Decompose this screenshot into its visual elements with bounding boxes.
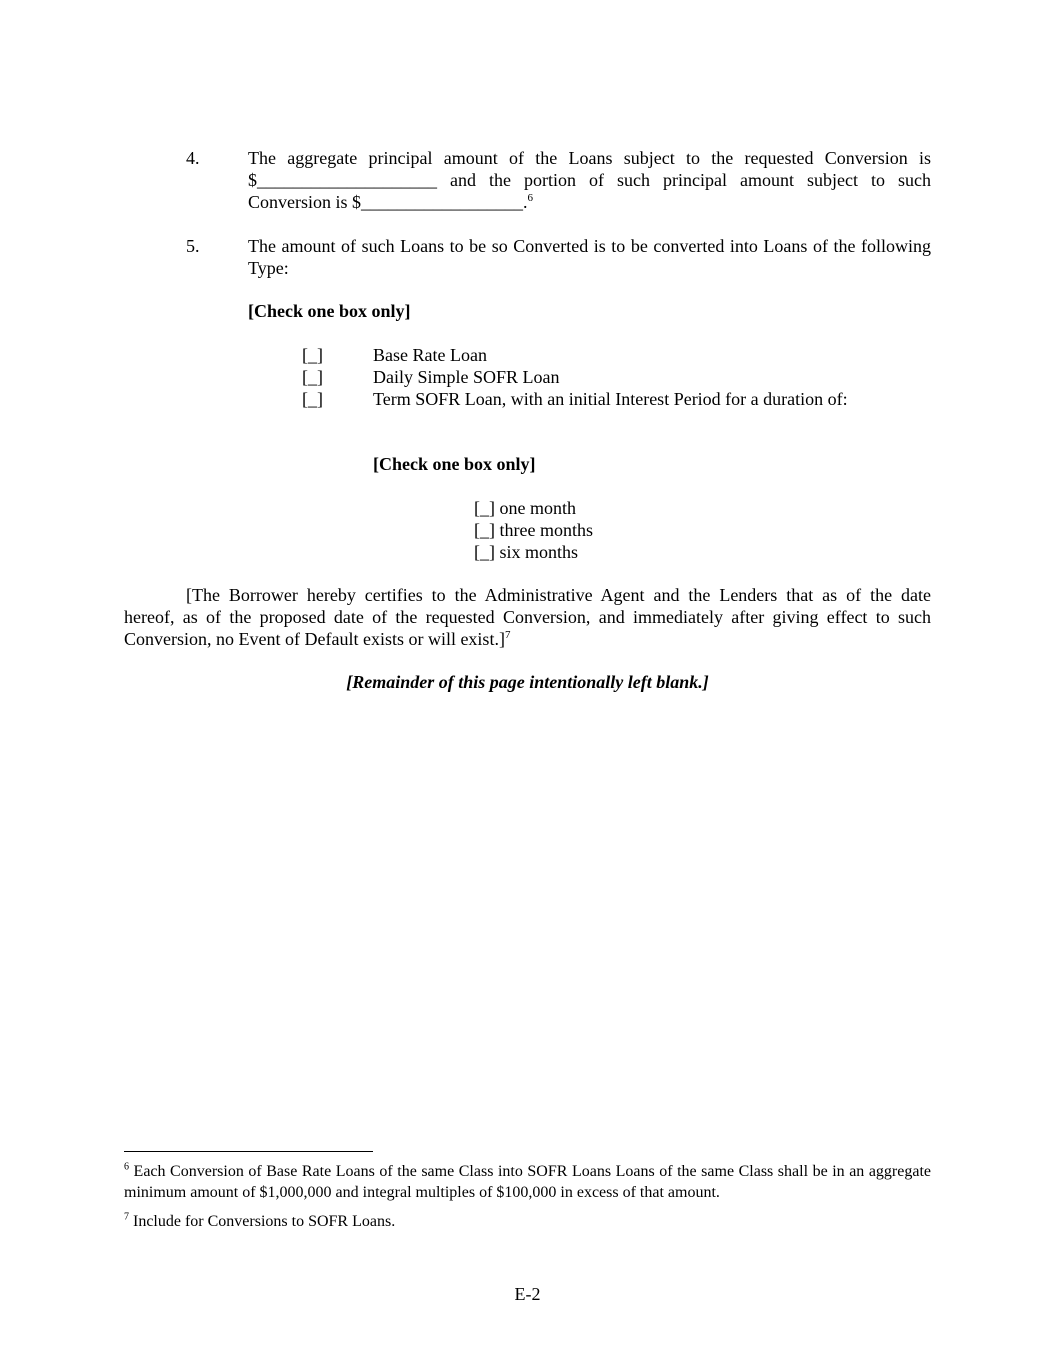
- item-4-line-2-text: and the portion of such principal amount subject to such: [437, 170, 931, 190]
- check-one-box-instruction-1: [Check one box only]: [248, 301, 411, 321]
- footnote-6: [124, 1161, 931, 1203]
- item-5-line-1: The amount of such Loans to be so Converted is to be converted into Loans of the following: [248, 236, 931, 256]
- item-4-line-1-text: The aggregate principal amount of the Loans subject to the requested Conversion is: [248, 148, 931, 168]
- remainder-blank-note: [Remainder of this page intentionally left blank.]: [346, 672, 709, 692]
- certification-line-3-text: Conversion, no Event of Default exists or will exist.]: [124, 629, 505, 649]
- duration-checkbox-one-month[interactable]: [_]: [474, 498, 495, 518]
- principal-amount-blank[interactable]: $____________________: [248, 170, 437, 190]
- duration-option-one-month[interactable]: [474, 497, 576, 519]
- footnote-separator: [124, 1151, 373, 1152]
- footnote-7: [124, 1211, 931, 1232]
- certification-line-1: [The Borrower hereby certifies to the Administrative Agent and the Lenders that as of the date: [186, 585, 931, 605]
- item-5-body: [248, 235, 931, 279]
- loan-type-label-base-rate: Base Rate Loan: [373, 345, 487, 365]
- footnote-6-text: Each Conversion of Base Rate Loans of the same Class into SOFR Loans Loans of the same Class shall be in an aggregate minimum amount of $1,000,000 and integral multiples of $100,000 in excess of that amount.: [124, 1163, 932, 1201]
- duration-checkbox-six-months[interactable]: [_]: [474, 542, 495, 562]
- page-number: E-2: [514, 1284, 541, 1304]
- duration-label-three-months: three months: [499, 520, 593, 540]
- loan-type-label-daily-simple-sofr: Daily Simple SOFR Loan: [373, 367, 560, 387]
- loan-type-checkbox-daily-simple-sofr[interactable]: [_]: [302, 367, 323, 387]
- footnote-ref-6[interactable]: 6: [527, 192, 534, 204]
- item-4-line-2: [248, 169, 931, 191]
- duration-checkbox-three-months[interactable]: [_]: [474, 520, 495, 540]
- check-one-box-instruction-2: [Check one box only]: [373, 454, 536, 474]
- conversion-amount-blank[interactable]: Conversion is $__________________.: [248, 192, 528, 212]
- certification-line-3: [124, 628, 931, 650]
- certification-line-2: hereof, as of the proposed date of the requested Conversion, and immediately after giving effect to such: [124, 607, 931, 627]
- item-4-number: 4.: [186, 148, 200, 168]
- certification-paragraph: [124, 584, 931, 650]
- loan-type-checkbox-base-rate[interactable]: [_]: [302, 345, 323, 365]
- item-5-number: 5.: [186, 236, 200, 256]
- duration-label-six-months: six months: [499, 542, 579, 562]
- footnote-ref-7[interactable]: 7: [504, 629, 511, 641]
- footnote-6-marker: 6: [124, 1161, 129, 1173]
- duration-label-one-month: one month: [499, 498, 576, 518]
- footnote-7-text: Include for Conversions to SOFR Loans.: [133, 1213, 396, 1230]
- loan-type-label-term-sofr: Term SOFR Loan, with an initial Interest Period for a duration of:: [373, 389, 848, 409]
- item-4-line-3: [248, 191, 931, 213]
- item-5-line-2: Type:: [248, 258, 289, 278]
- footnote-7-marker: 7: [124, 1211, 129, 1223]
- duration-option-three-months[interactable]: [474, 519, 593, 541]
- item-4-body: [248, 147, 931, 213]
- duration-option-six-months[interactable]: [474, 541, 578, 563]
- loan-type-checkbox-term-sofr[interactable]: [_]: [302, 389, 323, 409]
- item-4-line-1: [248, 147, 931, 169]
